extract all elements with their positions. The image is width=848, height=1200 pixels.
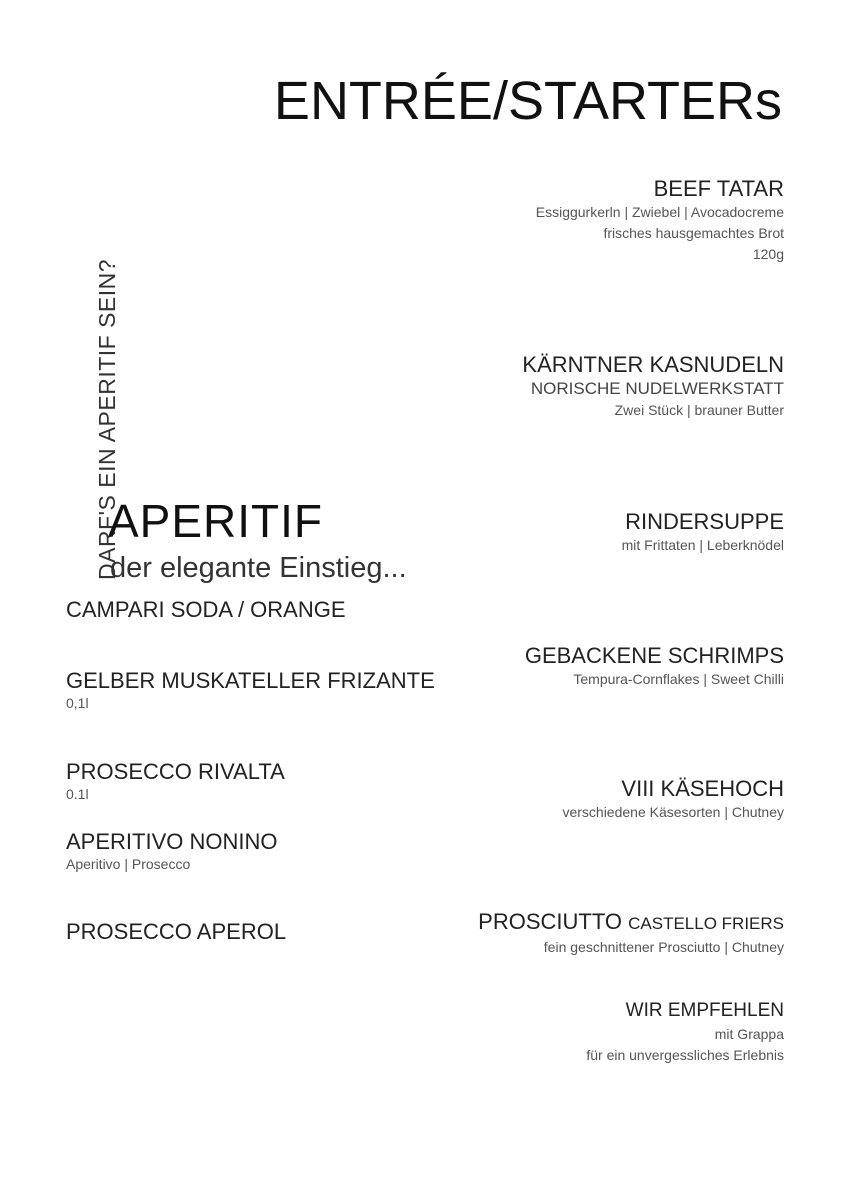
drink-description: 0.1l: [66, 786, 89, 802]
aperitif-subtitle: der elegante Einstieg...: [110, 552, 407, 584]
drink-description: 0,1l: [66, 695, 89, 711]
drink-aperol: [66, 919, 286, 945]
menu-item-prosciutto: [364, 909, 784, 958]
menu-item-kasnudeln: [364, 352, 784, 421]
menu-item-kasehoch: [364, 776, 784, 823]
drink-campari: [66, 597, 346, 623]
aperitif-title: APERITIF: [108, 495, 324, 547]
item-name: BEEF TATAR: [653, 176, 784, 201]
drink-name: APERITIVO NONINO: [66, 829, 278, 854]
item-description: Tempura-Cornflakes | Sweet Chilli: [573, 671, 784, 687]
page-title: ENTRÉE/STARTERs: [273, 71, 782, 131]
menu-item-empfehlen: [364, 998, 784, 1066]
item-description: für ein unvergessliches Erlebnis: [586, 1047, 784, 1063]
item-description: Essiggurkerln | Zwiebel | Avocadocreme: [535, 204, 784, 220]
menu-item-beef-tatar: [364, 176, 784, 265]
drink-name: GELBER MUSKATELLER FRIZANTE: [66, 668, 435, 693]
item-name: PROSCIUTTO: [478, 909, 622, 934]
item-description: verschiedene Käsesorten | Chutney: [562, 804, 784, 820]
drink-description: Aperitivo | Prosecco: [66, 856, 191, 872]
item-name: VIII KÄSEHOCH: [621, 776, 784, 801]
item-producer: NORISCHE NUDELWERKSTATT: [530, 379, 784, 398]
item-description: frisches hausgemachtes Brot: [603, 225, 784, 241]
drink-nonino: [66, 829, 277, 873]
drink-rivalta: [66, 759, 285, 803]
drink-muskateller: [66, 668, 435, 712]
drink-name: PROSECCO APEROL: [66, 919, 287, 944]
vertical-tagline: DARF'S EIN APERITIF SEIN?: [94, 258, 120, 580]
item-name: GEBACKENE SCHRIMPS: [524, 643, 784, 668]
item-name: WIR EMPFEHLEN: [625, 1000, 784, 1021]
item-description: fein geschnittener Prosciutto | Chutney: [543, 939, 784, 955]
drink-name: PROSECCO RIVALTA: [66, 759, 285, 784]
item-description: Zwei Stück | brauner Butter: [614, 402, 784, 418]
item-description: mit Frittaten | Leberknödel: [621, 537, 784, 553]
menu-item-rindersuppe: [364, 509, 784, 556]
item-description: mit Grappa: [714, 1026, 784, 1042]
item-name-suffix: CASTELLO FRIERS: [628, 914, 784, 933]
item-name: RINDERSUPPE: [625, 509, 784, 534]
item-description: 120g: [752, 246, 784, 262]
drink-name: CAMPARI SODA / ORANGE: [66, 597, 346, 622]
item-name-row: [364, 909, 784, 937]
item-name: KÄRNTNER KASNUDELN: [522, 352, 784, 377]
